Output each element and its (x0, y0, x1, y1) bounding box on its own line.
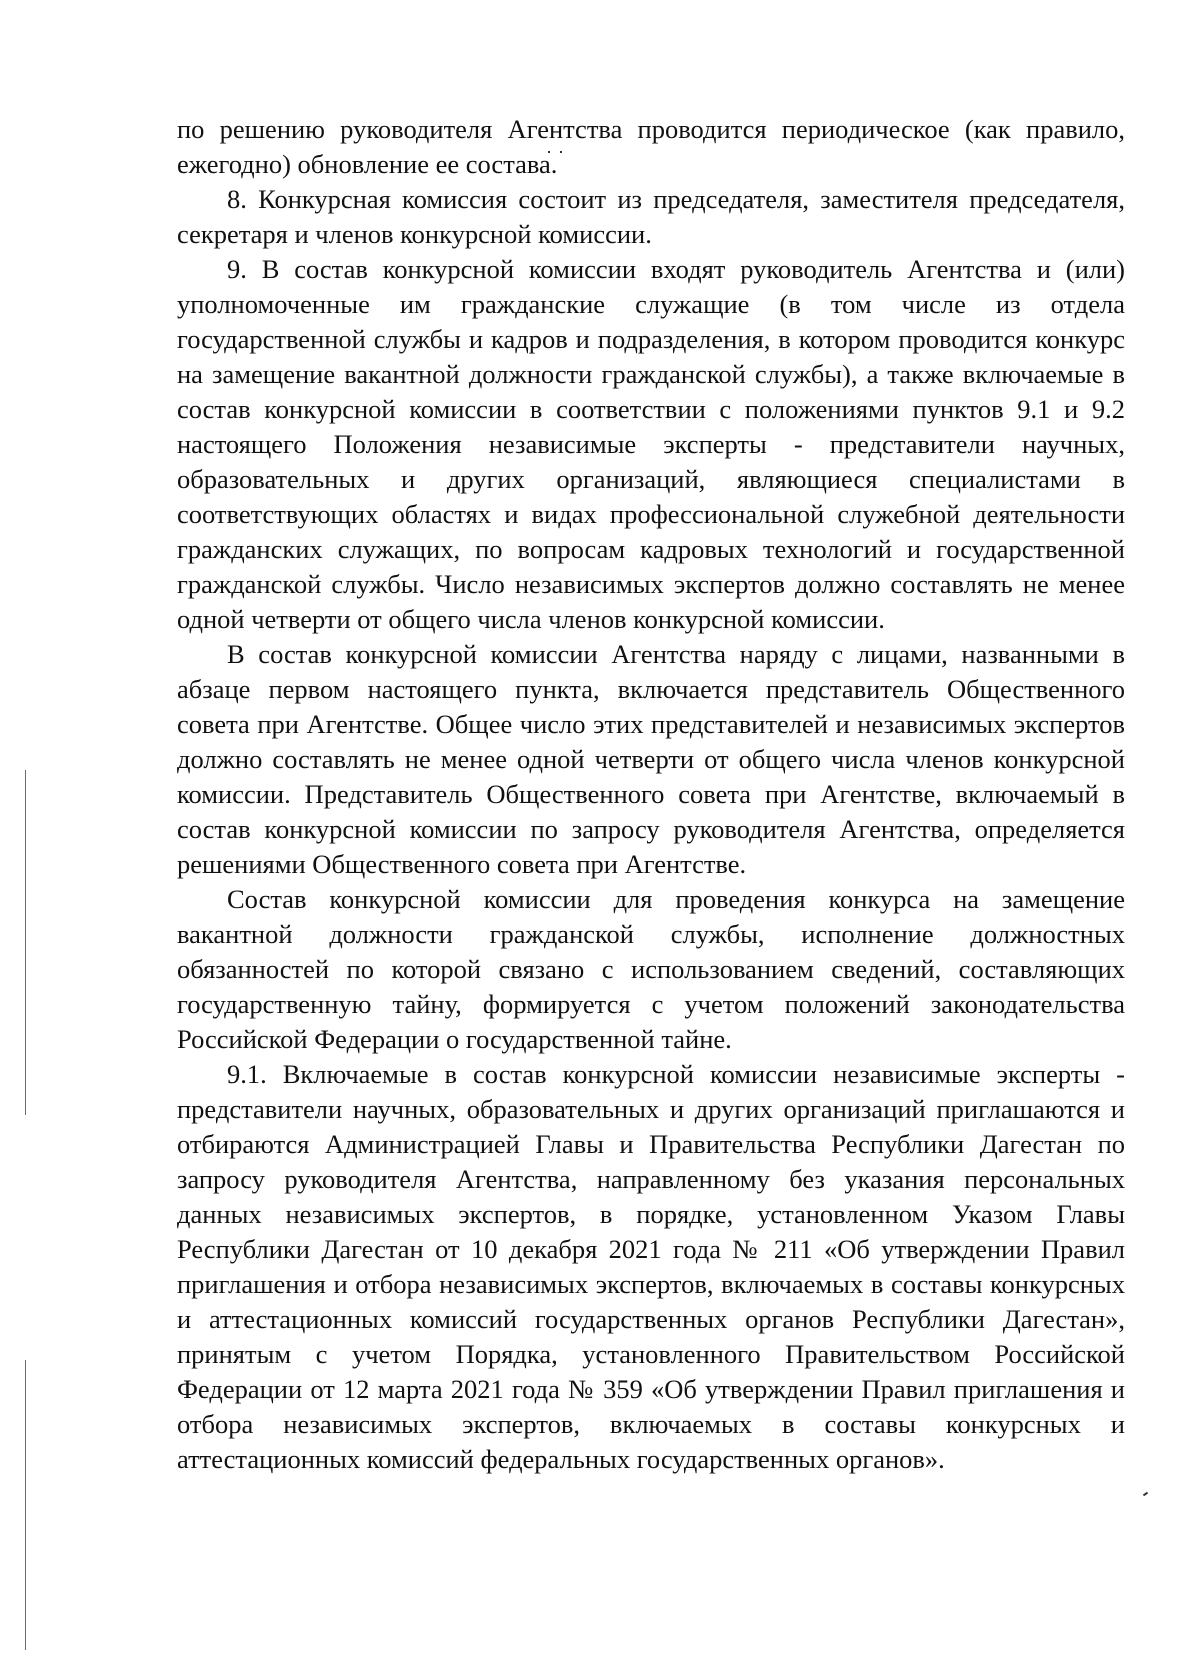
scan-speck (1143, 1492, 1148, 1497)
paragraph-continuation: по решению руководителя Агентства проводится периодическое (как правило, ежегодно) обновление ее состава. (177, 114, 1125, 179)
paragraph-clause-9-1: 9.1. Включаемые в состав конкурсной комиссии независимые эксперты - представители научных, образовательных и других организаций приглашаются и отбираются Администрацией Главы и Правительства Республики Дагестан по запросу руководителя Агентства, направленному без указания персональных данных независимых экспертов, в порядке, установленном Указом Главы Республики Дагестан от 10 декабря 2021 года № 211 «Об утверждении Правил приглашения и отбора независимых экспертов, включаемых в составы конкурсных и аттестационных комиссий государственных органов Республики Дагестан», принятым с учетом Порядка, установленного Правительством Российской Федерации от 12 марта 2021 года № 359 «Об утверждении Правил приглашения и отбора независимых экспертов, включаемых в составы конкурсных и аттестационных комиссий федеральных государственных органов». (177, 1059, 1125, 1474)
paragraph-clause-9-state-secret: Состав конкурсной комиссии для проведения конкурса на замещение вакантной должности гражданской службы, исполнение должностных обязанностей по которой связано с использованием сведений, составляющих государственную тайну, формируется с учетом положений законодательства Российской Федерации о государственной тайне. (177, 884, 1125, 1054)
document-body (177, 112, 1125, 1477)
scan-margin-line (25, 770, 26, 1115)
paragraph-clause-9-public-council: В состав конкурсной комиссии Агентства наряду с лицами, названными в абзаце первом настоящего пункта, включается представитель Общественного совета при Агентстве. Общее число этих представителей и независимых экспертов должно составлять не менее одной четверти от общего числа членов конкурсной комиссии. Представитель Общественного совета при Агентстве, включаемый в состав конкурсной комиссии по запросу руководителя Агентства, определяется решениями Общественного совета при Агентстве. (177, 639, 1125, 879)
paragraph-clause-9: 9. В состав конкурсной комиссии входят руководитель Агентства и (или) уполномоченные им гражданские служащие (в том числе из отдела государственной службы и кадров и подразделения, в котором проводится конкурс на замещение вакантной должности гражданской службы), а также включаемые в состав конкурсной комиссии в соответствии с положениями пунктов 9.1 и 9.2 настоящего Положения независимые эксперты - представители научных, образовательных и других организаций, являющиеся специалистами в соответствующих областях и видах профессиональной служебной деятельности гражданских служащих, по вопросам кадровых технологий и государственной гражданской службы. Число независимых экспертов должно составлять не менее одной четверти от общего числа членов конкурсной комиссии. (177, 254, 1125, 634)
paragraph-clause-8: 8. Конкурсная комиссия состоит из председателя, заместителя председателя, секретаря и членов конкурсной комиссии. (177, 184, 1125, 249)
scan-margin-line (25, 1360, 26, 1650)
